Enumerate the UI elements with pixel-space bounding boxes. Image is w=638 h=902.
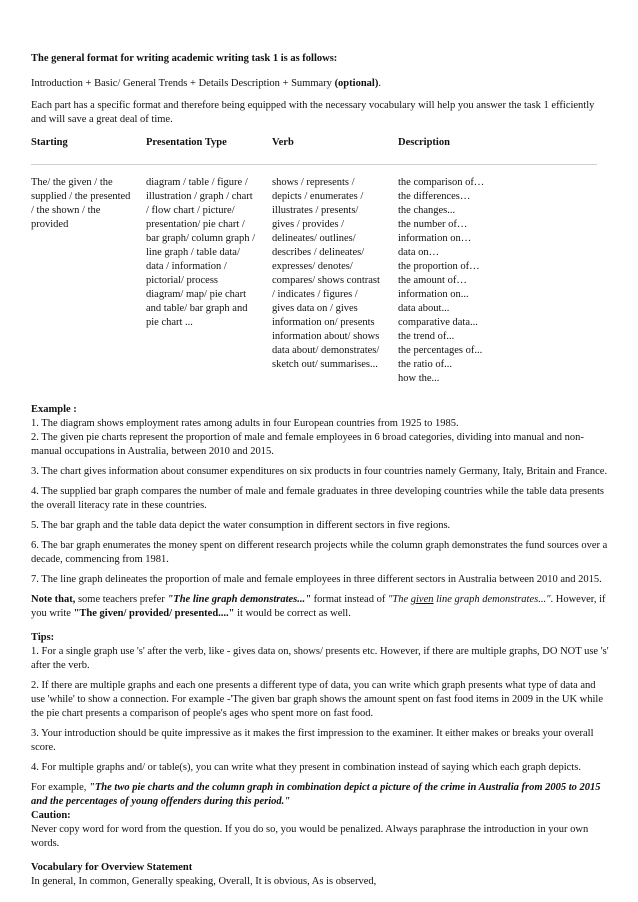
cell-line: presentation/ pie chart /: [146, 219, 245, 230]
note-text: . However, if you write: [31, 594, 606, 619]
format-line: [31, 77, 609, 91]
cell-line: pie chart ...: [146, 317, 193, 328]
header-presentation-type: Presentation Type: [146, 137, 227, 148]
cell-line: the differences…: [398, 191, 471, 202]
verb-cell: [272, 176, 398, 386]
example-item: 3. The chart gives information about consumer expenditures on six products in four countries namely Germany, Italy, Britain and France.: [31, 466, 608, 477]
example-item: 4. The supplied bar graph compares the number of male and female graduates in three developing countries while the table data presents the overall literacy rate in these countries.: [31, 486, 605, 511]
cell-line: the amount of…: [398, 275, 467, 286]
example-item: 5. The bar graph and the table data depict the water consumption in different sectors in five regions.: [31, 520, 451, 531]
tips-title: Tips:: [31, 632, 55, 643]
cell-line: gives data on / gives: [272, 303, 358, 314]
cell-line: line graph / table data/: [146, 247, 240, 258]
format-end: .: [378, 78, 381, 89]
note-label: Note that,: [31, 594, 76, 605]
cell-line: data about...: [398, 303, 450, 314]
format-text: Introduction + Basic/ General Trends + Details Description + Summary: [31, 78, 332, 89]
cell-line: illustrates / presents/: [272, 205, 359, 216]
caution-title: Caution:: [31, 810, 71, 821]
example-item: 6. The bar graph enumerates the money spent on different research projects while the column graph demonstrates the fund sources over a decade, commencing from 1981.: [31, 540, 608, 565]
table-header-row: [31, 136, 609, 154]
cell-line: delineates/ outlines/: [272, 233, 356, 244]
presentation-type-cell: [146, 176, 272, 386]
caution-text: Never copy word for word from the question. If you do so, you would be penalized. Always paraphrase the introduction in your own words.: [31, 824, 589, 849]
table-body-row: [31, 176, 609, 386]
cell-line: diagram / table / figure /: [146, 177, 248, 188]
cell-line: data / information /: [146, 261, 227, 272]
cell-line: comparative data...: [398, 317, 478, 328]
table-divider: [31, 164, 597, 165]
tip-item: 3. Your introduction should be quite impressive as it makes the first impression to the examiner. It either makes or breaks your overall score.: [31, 728, 594, 753]
cell-line: gives / provides /: [272, 219, 345, 230]
cell-line: data on…: [398, 247, 440, 258]
cell-line: information about/ shows: [272, 331, 380, 342]
cell-line: data about/ demonstrates/: [272, 345, 380, 356]
cell-line: the number of…: [398, 219, 468, 230]
for-example-paragraph: [31, 781, 609, 809]
cell-line: / the shown / the: [31, 205, 101, 216]
note-quote: "The line graph demonstrates...": [167, 594, 311, 605]
header-description: Description: [398, 137, 450, 148]
cell-line: how the...: [398, 373, 440, 384]
document-page: [31, 52, 609, 889]
cell-line: describes / delineates/: [272, 247, 365, 258]
cell-line: bar graph/ column graph /: [146, 233, 256, 244]
note-text: it would be correct as well.: [234, 608, 351, 619]
cell-line: information on/ presents: [272, 317, 375, 328]
cell-line: expresses/ denotes/: [272, 261, 353, 272]
document-heading: The general format for writing academic writing task 1 is as follows:: [31, 53, 338, 64]
tip-item: 2. If there are multiple graphs and each one presents a different type of data, you can write which graph presents what type of data and use 'while' to show a connection. For example -'The given bar graph shows the amount spent on fast food items in 2009 in the UK while the pie chart presents a comparison of people's ages who spent more on fast food.: [31, 680, 603, 719]
vocab-text: In general, In common, Generally speaking, Overall, It is obvious, As is observed,: [31, 876, 377, 887]
example-item: 2. The given pie charts represent the proportion of male and female employees in 6 broad categories, dividing into manual and non-manual occupations in Australia, between 2010 and 2015.: [31, 432, 584, 457]
vocabulary-table: [31, 136, 609, 386]
format-optional: (optional): [334, 78, 379, 89]
cell-line: The/ the given / the: [31, 177, 113, 188]
cell-line: and table/ bar graph and: [146, 303, 248, 314]
vocab-title: Vocabulary for Overview Statement: [31, 862, 193, 873]
note-text: format instead of: [310, 594, 388, 605]
example-item: 1. The diagram shows employment rates among adults in four European countries from 1925 to 1985.: [31, 418, 459, 429]
header-starting: Starting: [31, 137, 68, 148]
cell-line: shows / represents /: [272, 177, 355, 188]
cell-line: / indicates / figures /: [272, 289, 358, 300]
cell-line: information on…: [398, 233, 472, 244]
note-quote-b: line graph demonstrates...": [433, 594, 551, 605]
cell-line: pictorial/ process: [146, 275, 219, 286]
note-text: some teachers prefer: [75, 594, 168, 605]
cell-line: supplied / the presented: [31, 191, 131, 202]
cell-line: the changes...: [398, 205, 456, 216]
starting-cell: [31, 176, 146, 386]
note-quote-underlined: given: [410, 594, 434, 605]
example-item: 7. The line graph delineates the proportion of male and female employees in three different sectors in Australia between 2010 and 2015.: [31, 574, 602, 585]
cell-line: the comparison of…: [398, 177, 485, 188]
description-cell: [398, 176, 518, 386]
cell-line: the ratio of...: [398, 359, 452, 370]
cell-line: the trend of...: [398, 331, 455, 342]
for-example-quote: "The two pie charts and the column graph in combination depict a picture of the crime in Australia from 2005 to 2015 and the percentages of young offenders during this period.": [31, 782, 601, 807]
header-verb: Verb: [272, 137, 294, 148]
cell-line: illustration / graph / chart: [146, 191, 253, 202]
tip-item: 4. For multiple graphs and/ or table(s), you can write what they present in combination instead of saying which each graph depicts.: [31, 762, 581, 773]
note-quote-a: "The: [387, 594, 411, 605]
cell-line: sketch out/ summarises...: [272, 359, 378, 370]
tip-item: 1. For a single graph use 's' after the verb, like - gives data on, shows/ presents etc. However, if there are multiple graphs, DO NOT use 's' after the verb.: [31, 646, 609, 671]
cell-line: provided: [31, 219, 69, 230]
note-quote-bold: "The given/ provided/ presented....": [73, 608, 235, 619]
cell-line: information on...: [398, 289, 469, 300]
each-part-paragraph: Each part has a specific format and therefore being equipped with the necessary vocabulary will help you answer the task 1 efficiently and will save a great deal of time.: [31, 100, 595, 125]
for-example-lead: For example,: [31, 782, 90, 793]
note-paragraph: [31, 593, 609, 621]
example-title: Example :: [31, 404, 77, 415]
cell-line: depicts / enumerates /: [272, 191, 364, 202]
cell-line: diagram/ map/ pie chart: [146, 289, 247, 300]
cell-line: compares/ shows contrast: [272, 275, 380, 286]
cell-line: / flow chart / picture/: [146, 205, 235, 216]
cell-line: the percentages of...: [398, 345, 483, 356]
cell-line: the proportion of…: [398, 261, 480, 272]
